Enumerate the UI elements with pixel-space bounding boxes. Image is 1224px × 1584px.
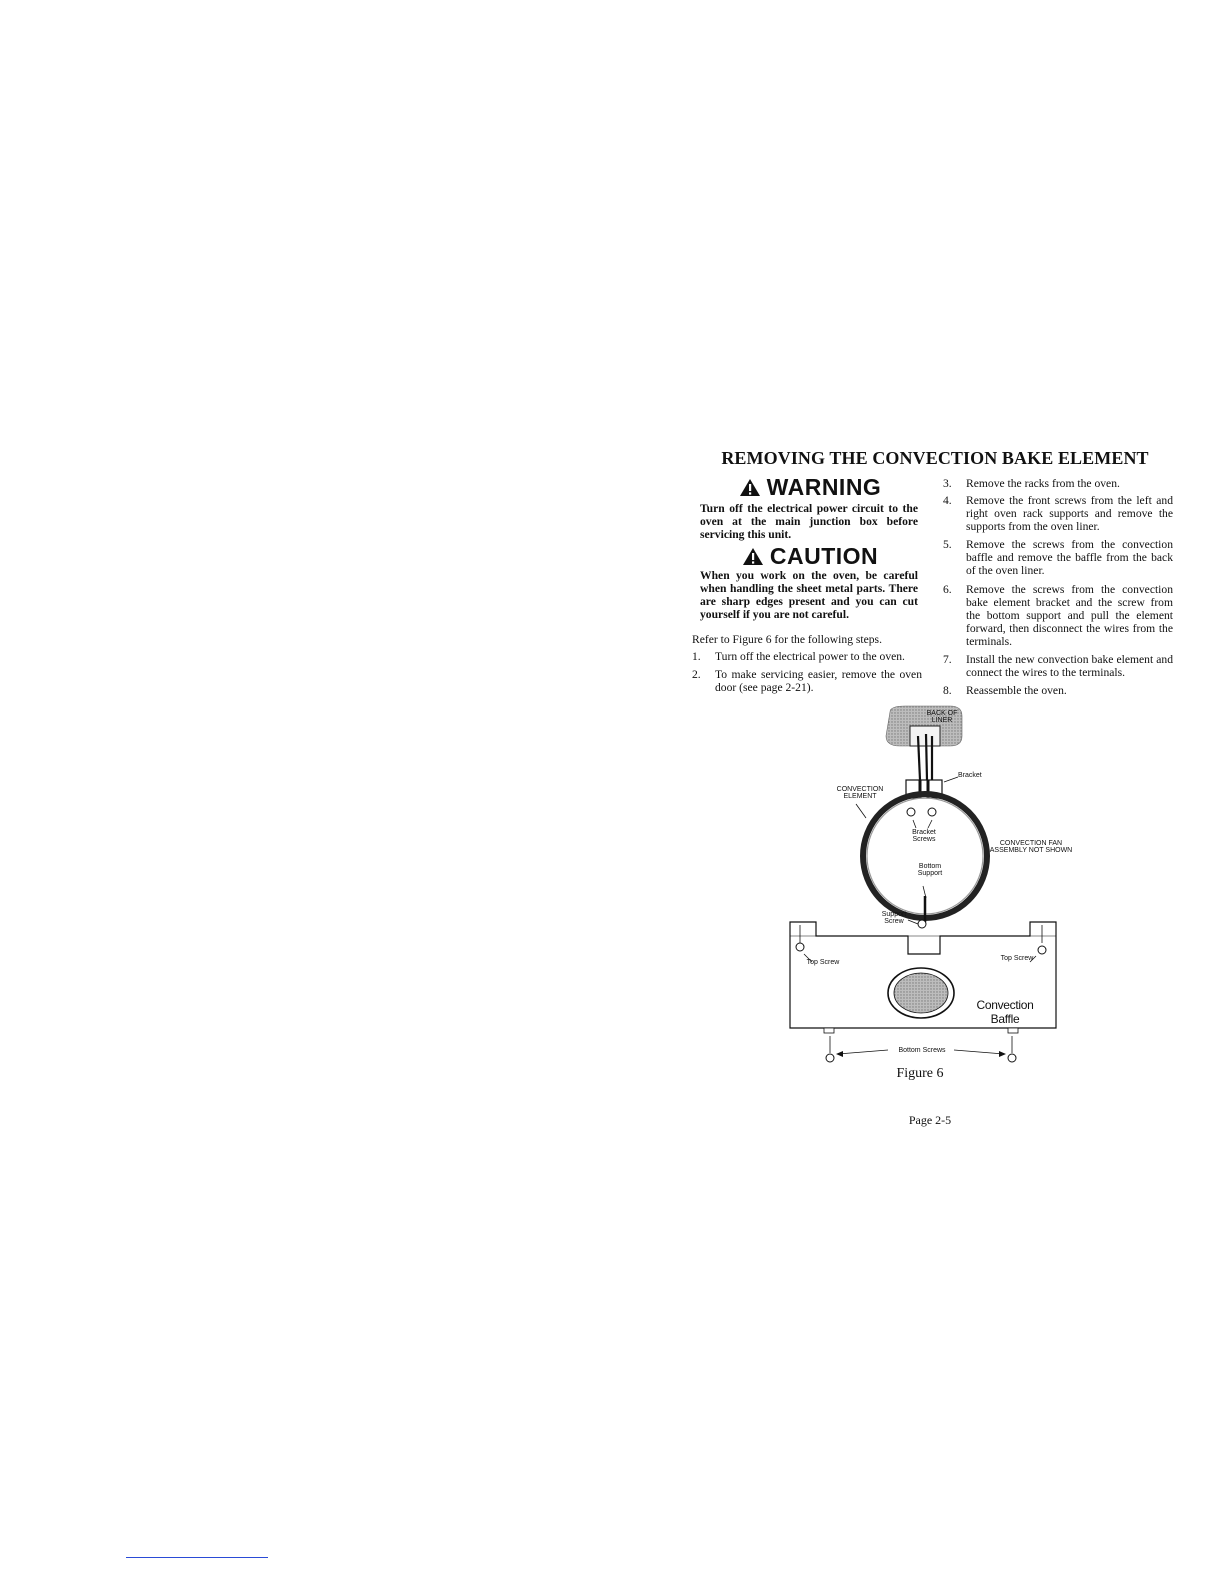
back-of-liner-label: BACK OF LINER: [926, 710, 958, 724]
caution-heading: [700, 543, 920, 570]
step-number: 8.: [943, 684, 952, 697]
step-text: Remove the front screws from the left and right oven rack supports and remove the supports from the oven liner.: [966, 494, 1173, 533]
step-number: 7.: [943, 653, 952, 666]
caution-text: When you work on the oven, be careful when handling the sheet metal parts. There are sharp edges present and you can cut yourself if you are not careful.: [700, 569, 918, 621]
bracket-screws-label: Bracket Screws: [912, 829, 936, 843]
step-number: 5.: [943, 538, 952, 551]
step-text: Remove the screws from the convection bake element bracket and the screw from the bottom support and pull the element forward, then disconnect the wires from the terminals.: [966, 583, 1173, 648]
bottom-screws-label: Bottom Screws: [898, 1047, 946, 1054]
step-number: 1.: [692, 650, 701, 663]
warning-icon: [739, 478, 761, 497]
step-number: 2.: [692, 668, 701, 681]
caution-heading-text: CAUTION: [769, 543, 879, 569]
fan-note-label: CONVECTION FAN ASSEMBLY NOT SHOWN: [989, 840, 1073, 854]
step-number: 6.: [943, 583, 952, 596]
page-number: Page 2-5: [908, 1113, 952, 1127]
step-number: 4.: [943, 494, 952, 507]
warning-heading-text: WARNING: [766, 474, 882, 500]
step-text: Remove the screws from the convection baffle and remove the baffle from the back of the oven liner.: [966, 538, 1173, 577]
convection-element-label: CONVECTION ELEMENT: [836, 786, 884, 800]
step-number: 3.: [943, 477, 952, 490]
caution-icon: [742, 547, 764, 566]
warning-heading: [700, 474, 920, 501]
intro-text: Refer to Figure 6 for the following steps.: [692, 633, 882, 646]
step-text: To make servicing easier, remove the oven door (see page 2-21).: [715, 668, 922, 694]
bottom-support-label: Bottom Support: [917, 863, 943, 877]
top-screw-right-label: Top Screw: [1000, 955, 1034, 962]
bracket-label: Bracket: [958, 772, 982, 779]
top-screw-left-label: Top Screw: [806, 959, 840, 966]
step-text: Remove the racks from the oven.: [966, 477, 1120, 490]
footer-rule: [126, 1557, 268, 1558]
section-title: REMOVING THE CONVECTION BAKE ELEMENT: [721, 448, 1149, 468]
step-text: Turn off the electrical power to the oven.: [715, 650, 905, 663]
figure-caption: Figure 6: [896, 1066, 944, 1081]
warning-text: Turn off the electrical power circuit to the oven at the main junction box before servicing this unit.: [700, 502, 918, 541]
support-screw-label: Support Screw: [881, 911, 907, 925]
convection-baffle-label: Convection Baffle: [976, 998, 1034, 1026]
step-text: Reassemble the oven.: [966, 684, 1067, 697]
step-text: Install the new convection bake element and connect the wires to the terminals.: [966, 653, 1173, 679]
